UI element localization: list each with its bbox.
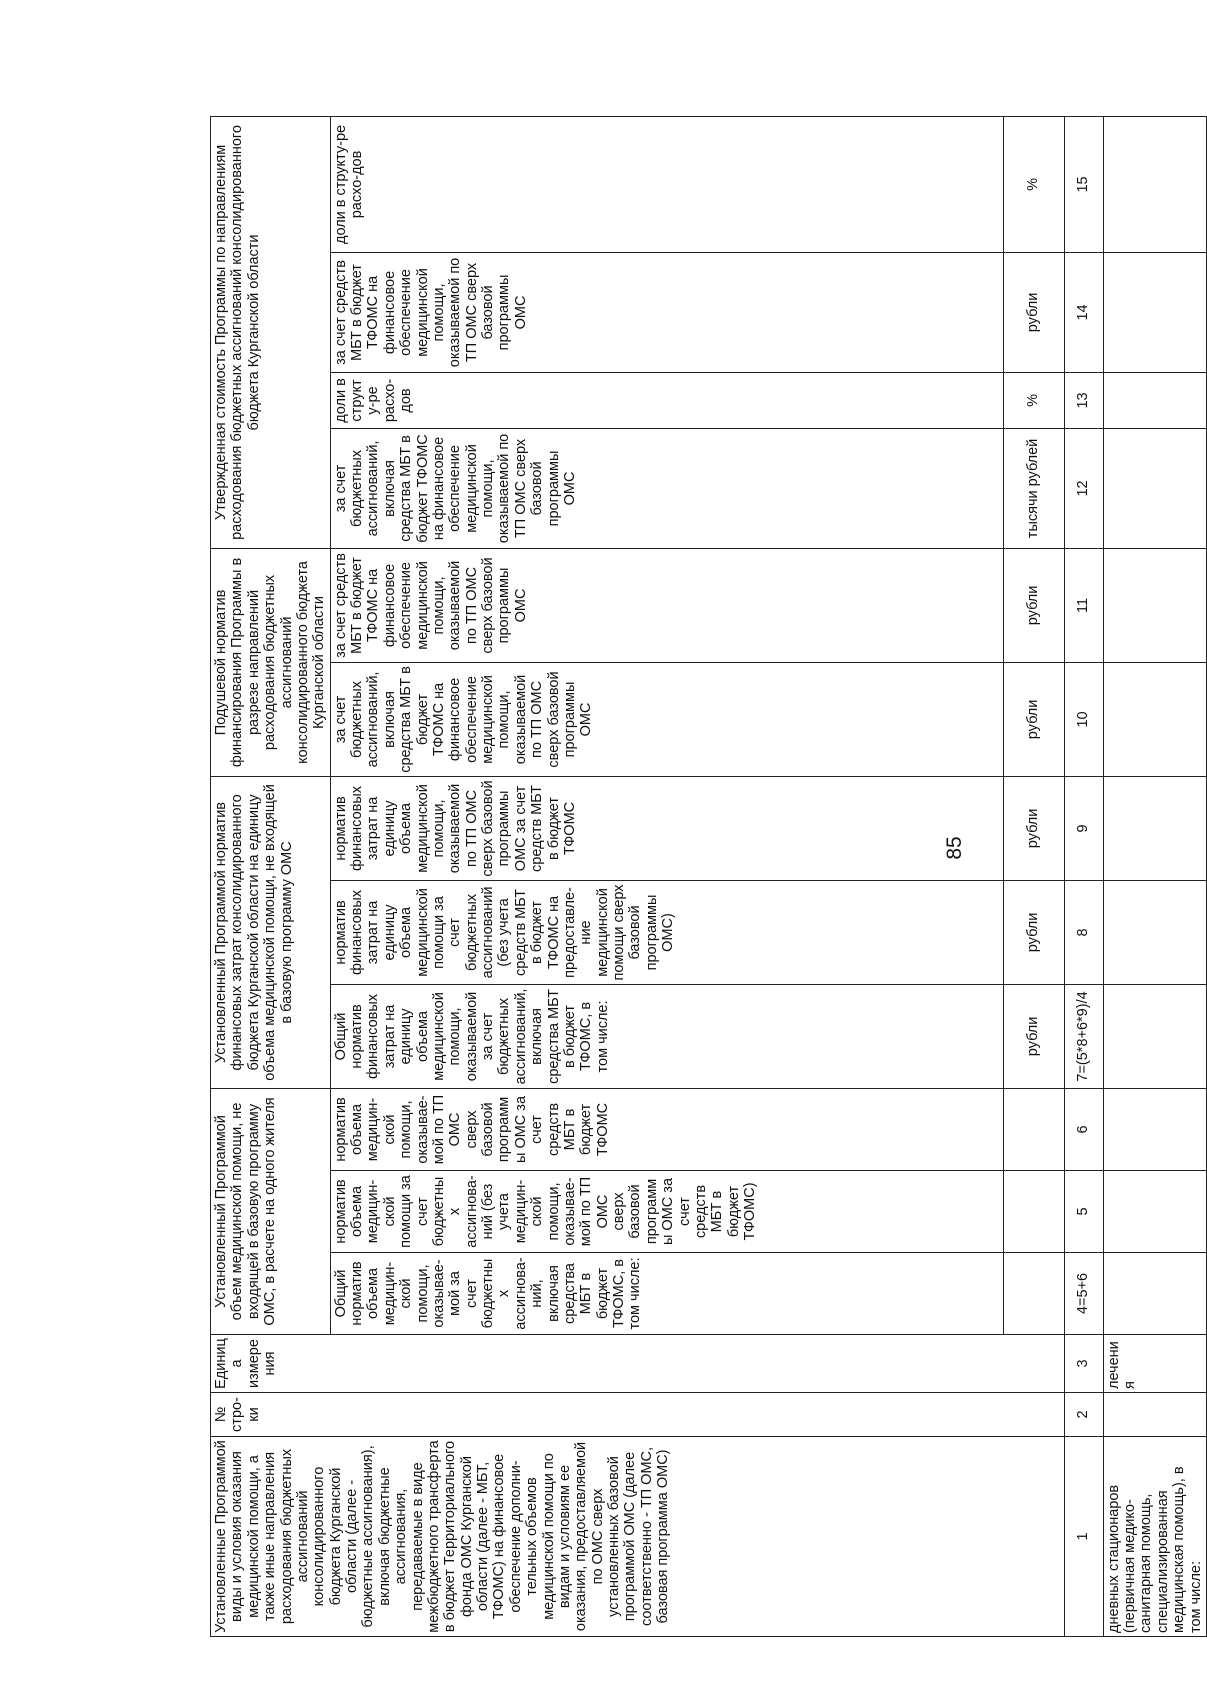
row-unit: лечения	[1103, 1335, 1206, 1393]
row-c15	[1103, 116, 1206, 252]
num-6: 6	[1064, 1088, 1103, 1170]
header-c9: норматив финансовых затрат на единицу объема медицинской помощи, оказываемой по ТП ОМС сверх базовой программы ОМС за счет средств МБТ в бюджет ТФОМС	[330, 776, 1003, 880]
unit-c6	[1003, 1088, 1064, 1170]
financing-table	[210, 116, 1207, 1637]
row-c14	[1103, 252, 1206, 372]
unit-c14: рубли	[1003, 252, 1064, 372]
num-7: 7=(5*8+6*9)/4	[1064, 984, 1103, 1088]
row-name: дневных стационаров (первичная медико-санитарная помощь, специализированная медицинская помощь), в том числе:	[1103, 1437, 1206, 1637]
num-1: 1	[1064, 1437, 1103, 1637]
header-c10: за счет бюджетных ассигнований, включая средства МБТ в бюджет ТФОМС на финансовое обеспечение медицинской помощи, оказываемой по ТП ОМС сверх базовой программы ОМС	[330, 662, 1003, 776]
column-numbering-row	[1064, 116, 1103, 1636]
row-c4	[1103, 1253, 1206, 1335]
row-c6	[1103, 1088, 1206, 1170]
unit-c9: рубли	[1003, 776, 1064, 880]
header-group-percapita: Подушевой норматив финансирования Программы в разрезе направлений расходования бюджетных ассигнований консолидированного бюджета Курганской области	[211, 548, 331, 776]
row-c9	[1103, 776, 1206, 880]
unit-c5	[1003, 1171, 1064, 1253]
unit-c8: рубли	[1003, 880, 1064, 984]
header-c7: Общий норматив финансовых затрат на единицу объема медицинской помощи, оказываемой за счет бюджетных ассигнований, включая средства МБТ в бюджет ТФОМС, в том числе:	[330, 984, 1003, 1088]
num-2: 2	[1064, 1393, 1103, 1437]
table-row	[1103, 116, 1206, 1636]
header-c11: за счет средств МБТ в бюджет ТФОМС на финансовое обеспечение медицинской помощи, оказываемой по ТП ОМС сверх базовой программы ОМС	[330, 548, 1003, 662]
header-c5: норматив объема медицин-ской помощи за счет бюджетных ассигнова-ний (без учета медицин-ской помощи, оказывае-мой по ТП ОМС сверх базовой программы ОМС за счет средств МБТ в бюджет ТФОМС)	[330, 1171, 1003, 1253]
header-services: Установленные Программой виды и условия оказания медицинской помощи, а также иные направления расходования бюджетных ассигнований консолидированного бюджета Курганской области (далее - бюджетные ассигнования), включая бюджетные ассигнования, передаваемые в виде межбюджетного трансферта в бюджет Территориального фонда ОМС Курганской области (далее - МБТ, ТФОМС) на финансовое обеспечение дополни-тельных объемов медицинской помощи по видам и условиям ее оказания, предоставляемой по ОМС сверх установленных базовой программой ОМС (далее соответственно - ТП ОМС, базовая программа ОМС)	[211, 1437, 1065, 1637]
num-12: 12	[1064, 428, 1103, 548]
unit-c4	[1003, 1253, 1064, 1335]
header-c8: норматив финансовых затрат на единицу объема медицинской помощи за счет бюджетных ассигнований (без учета средств МБТ в бюджет ТФОМС на предоставле-ние медицинской помощи сверх базовой программы ОМС)	[330, 880, 1003, 984]
header-group-total: Утвержденная стоимость Программы по направлениям расходования бюджетных ассигнований консолидированного бюджета Курганской области	[211, 116, 331, 548]
num-4: 4=5+6	[1064, 1253, 1103, 1335]
page-number: 85	[943, 836, 966, 860]
num-13: 13	[1064, 372, 1103, 428]
num-9: 9	[1064, 776, 1103, 880]
header-c13: доли в структу-ре расхо-дов	[330, 372, 1003, 428]
header-c14: за счет средств МБТ в бюджет ТФОМС на финансовое обеспечение медицинской помощи, оказываемой по ТП ОМС сверх базовой программы ОМС	[330, 252, 1003, 372]
row-c7	[1103, 984, 1206, 1088]
num-14: 14	[1064, 252, 1103, 372]
header-group-volume: Установленный Программой объем медицинской помощи, не входящей в базовую программу ОМС, в расчете на одного жителя	[211, 1088, 331, 1334]
unit-c7: рубли	[1003, 984, 1064, 1088]
num-10: 10	[1064, 662, 1103, 776]
unit-c10: рубли	[1003, 662, 1064, 776]
unit-c13: %	[1003, 372, 1064, 428]
row-line-number	[1103, 1393, 1206, 1437]
header-c4: Общий норматив объема медицин-ской помощи, оказывае-мой за счет бюджетных ассигнова-ний, включая средства МБТ в бюджет ТФОМС, в том числе:	[330, 1253, 1003, 1335]
header-c6: норматив объема медицин-ской помощи, оказывае-мой по ТП ОМС сверх базовой программы ОМС за счет средств МБТ в бюджет ТФОМС	[330, 1088, 1003, 1170]
header-row-top	[211, 116, 331, 1636]
header-group-cost: Установленный Программой норматив финансовых затрат консолидированного бюджета Курганской области на единицу объема медицинской помощи, не входящей в базовую программу ОМС	[211, 776, 331, 1088]
unit-c12: тысячи рублей	[1003, 428, 1064, 548]
rotated-table-container	[210, 117, 1204, 1637]
row-c11	[1103, 548, 1206, 662]
header-line-number: № стро-ки	[211, 1393, 1065, 1437]
row-c10	[1103, 662, 1206, 776]
num-11: 11	[1064, 548, 1103, 662]
unit-c15: %	[1003, 116, 1064, 252]
num-15: 15	[1064, 116, 1103, 252]
num-3: 3	[1064, 1335, 1103, 1393]
header-unit: Единица измерения	[211, 1335, 1065, 1393]
row-c5	[1103, 1171, 1206, 1253]
row-c13	[1103, 372, 1206, 428]
header-c15: доли в структу-ре расхо-дов	[330, 116, 1003, 252]
num-8: 8	[1064, 880, 1103, 984]
header-c12: за счет бюджетных ассигнований, включая средства МБТ в бюджет ТФОМС на финансовое обеспечение медицинской помощи, оказываемой по ТП ОМС сверх базовой программы ОМС	[330, 428, 1003, 548]
unit-c11: рубли	[1003, 548, 1064, 662]
num-5: 5	[1064, 1171, 1103, 1253]
row-c12	[1103, 428, 1206, 548]
row-c8	[1103, 880, 1206, 984]
